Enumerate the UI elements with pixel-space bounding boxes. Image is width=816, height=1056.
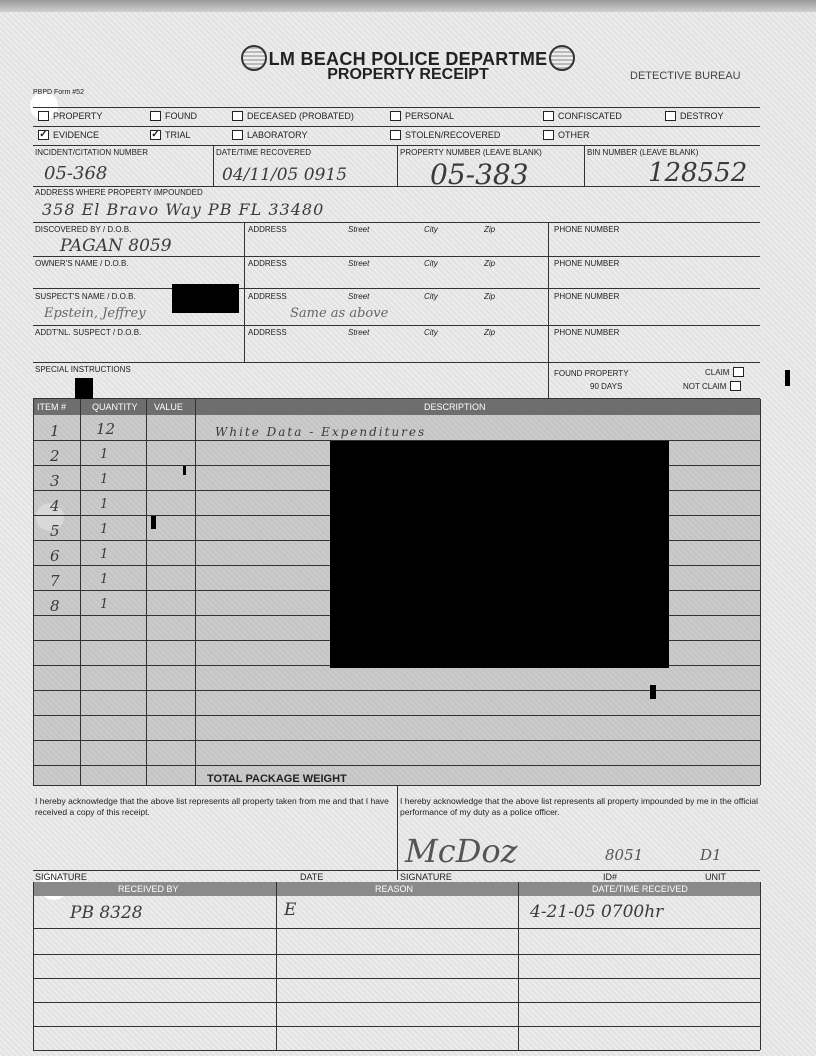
description-header: DESCRIPTION <box>424 402 486 412</box>
officer-unit-value: D1 <box>700 846 722 864</box>
address-impounded-label: ADDRESS WHERE PROPERTY IMPOUNDED <box>35 188 203 197</box>
checkbox-confiscated[interactable]: CONFISCATED <box>543 111 622 121</box>
item-description: White Data - Expenditures <box>215 425 427 439</box>
checkmark-icon: ✓ <box>39 129 48 140</box>
property-number-value[interactable]: 05-383 <box>430 158 529 191</box>
bin-number-value[interactable]: 128552 <box>648 158 748 188</box>
signature-label: SIGNATURE <box>400 872 452 882</box>
item-number: 4 <box>50 497 60 515</box>
redaction-mark <box>650 685 656 699</box>
redaction-mark <box>183 466 186 475</box>
not-claim-checkbox[interactable]: NOT CLAIM <box>683 381 741 391</box>
checkbox-square-icon <box>543 111 554 121</box>
discovered-by-label: DISCOVERED BY / D.O.B. <box>35 225 132 234</box>
street-label: Street <box>348 259 370 268</box>
item-number: 3 <box>50 472 60 490</box>
city-label: City <box>424 259 438 268</box>
street-label: Street <box>348 328 370 337</box>
checkbox-square-icon <box>232 111 243 121</box>
unit-label: UNIT <box>705 872 726 882</box>
form-title: PROPERTY RECEIPT <box>327 66 489 83</box>
property-number-label: PROPERTY NUMBER (LEAVE BLANK) <box>400 148 542 157</box>
suspect-label: SUSPECT'S NAME / D.O.B. <box>35 292 136 301</box>
checkbox-square-icon <box>232 130 243 140</box>
discovered-by-value[interactable]: PAGAN 8059 <box>60 236 172 256</box>
phone-label: PHONE NUMBER <box>554 259 620 268</box>
date-label: DATE <box>300 872 324 882</box>
received-by-value: PB 8328 <box>70 903 143 923</box>
date-recovered-label: DATE/TIME RECOVERED <box>216 148 311 157</box>
redaction-box <box>172 284 239 313</box>
checkbox-square-icon <box>390 130 401 140</box>
scan-edge <box>0 0 816 12</box>
owner-label: OWNER'S NAME / D.O.B. <box>35 259 129 268</box>
zip-label: Zip <box>484 259 496 268</box>
item-quantity: 1 <box>100 472 109 487</box>
signature-label: SIGNATURE <box>35 872 87 882</box>
incident-number-label: INCIDENT/CITATION NUMBER <box>35 148 149 157</box>
bureau-label: DETECTIVE BUREAU <box>630 70 741 82</box>
bin-number-label: BIN NUMBER (LEAVE BLANK) <box>587 148 699 157</box>
phone-label: PHONE NUMBER <box>554 328 620 337</box>
item-number: 7 <box>50 572 60 590</box>
checkbox-square-icon <box>390 111 401 121</box>
address-label: ADDRESS <box>248 259 287 268</box>
checkbox-square-icon <box>150 111 161 121</box>
claim-checkbox[interactable]: CLAIM <box>705 367 744 377</box>
checkbox-square-icon <box>733 367 744 377</box>
checkbox-trial[interactable]: ✓ TRIAL <box>151 129 191 140</box>
checkbox-personal[interactable]: PERSONAL <box>390 111 454 121</box>
address-impounded-value[interactable]: 358 El Bravo Way PB FL 33480 <box>42 200 325 219</box>
city-label: City <box>424 328 438 337</box>
redaction-box <box>330 441 669 668</box>
form-number: PBPD Form #52 <box>33 89 84 96</box>
checkbox-property[interactable]: PROPERTY <box>38 111 102 121</box>
incident-number-value[interactable]: 05-368 <box>44 163 108 184</box>
datetime-received-value: 4-21-05 0700hr <box>530 902 664 922</box>
address-label: ADDRESS <box>248 328 287 337</box>
received-by-header: RECEIVED BY <box>118 884 179 894</box>
reason-header: REASON <box>375 884 414 894</box>
checkbox-square-icon <box>38 111 49 121</box>
suspect-value[interactable]: Epstein, Jeffrey <box>44 306 146 321</box>
item-number: 8 <box>50 597 60 615</box>
redaction-mark <box>151 516 156 529</box>
value-header: VALUE <box>154 402 183 412</box>
redaction-mark <box>785 370 790 386</box>
additional-suspect-label: ADDT'NL. SUSPECT / D.O.B. <box>35 328 142 337</box>
redaction-box <box>75 378 93 400</box>
checkbox-destroy[interactable]: DESTROY <box>665 111 724 121</box>
item-quantity: 12 <box>96 420 116 438</box>
zip-label: Zip <box>484 225 496 234</box>
found-property-label: FOUND PROPERTY <box>554 369 629 378</box>
checkbox-square-icon <box>730 381 741 391</box>
ninety-days-label: 90 DAYS <box>590 382 623 391</box>
street-label: Street <box>348 225 370 234</box>
officer-signature: McDoz <box>405 832 518 870</box>
item-number: 5 <box>50 522 60 540</box>
checkbox-stolen-recovered[interactable]: STOLEN/RECOVERED <box>390 130 500 140</box>
checkbox-deceased[interactable]: DECEASED (PROBATED) <box>232 111 354 121</box>
id-label: ID# <box>603 872 618 882</box>
zip-label: Zip <box>484 292 496 301</box>
item-number: 6 <box>50 547 60 565</box>
item-number: 1 <box>50 422 60 440</box>
item-quantity: 1 <box>100 597 109 612</box>
checkbox-square-icon <box>543 130 554 140</box>
address-label: ADDRESS <box>248 292 287 301</box>
phone-label: PHONE NUMBER <box>554 292 620 301</box>
date-recovered-value[interactable]: 04/11/05 0915 <box>222 165 348 185</box>
city-label: City <box>424 225 438 234</box>
special-instructions-label: SPECIAL INSTRUCTIONS <box>35 365 131 374</box>
item-quantity: 1 <box>100 522 109 537</box>
acknowledgement-left: I hereby acknowledge that the above list represents all property taken from me and that I have received a copy of this receipt. <box>35 796 389 817</box>
checkbox-square-icon <box>665 111 676 121</box>
address-label: ADDRESS <box>248 225 287 234</box>
zip-label: Zip <box>484 328 496 337</box>
checkbox-evidence[interactable]: ✓ EVIDENCE <box>39 129 100 140</box>
acknowledgement-right: I hereby acknowledge that the above list represents all property impounded by me in the official performance of my duty as a police officer. <box>400 796 758 817</box>
phone-label: PHONE NUMBER <box>554 225 620 234</box>
reason-value: E <box>284 900 297 920</box>
officer-id-value: 8051 <box>605 846 644 864</box>
datetime-received-header: DATE/TIME RECEIVED <box>592 884 688 894</box>
item-number-header: ITEM # <box>37 402 67 412</box>
item-quantity: 1 <box>100 572 109 587</box>
item-number: 2 <box>50 447 60 465</box>
checkbox-laboratory[interactable]: LABORATORY <box>232 130 308 140</box>
checkbox-other[interactable]: OTHER <box>543 130 590 140</box>
quantity-header: QUANTITY <box>92 402 138 412</box>
items-table-header <box>33 399 760 415</box>
suspect-address-value[interactable]: Same as above <box>290 306 389 321</box>
total-weight-label: TOTAL PACKAGE WEIGHT <box>207 773 347 785</box>
item-quantity: 1 <box>100 497 109 512</box>
item-quantity: 1 <box>100 547 109 562</box>
checkbox-found[interactable]: FOUND <box>150 111 197 121</box>
city-label: City <box>424 292 438 301</box>
department-title: LM BEACH POLICE DEPARTME <box>0 45 816 71</box>
street-label: Street <box>348 292 370 301</box>
checkmark-icon: ✓ <box>151 129 160 140</box>
item-quantity: 1 <box>100 447 109 462</box>
